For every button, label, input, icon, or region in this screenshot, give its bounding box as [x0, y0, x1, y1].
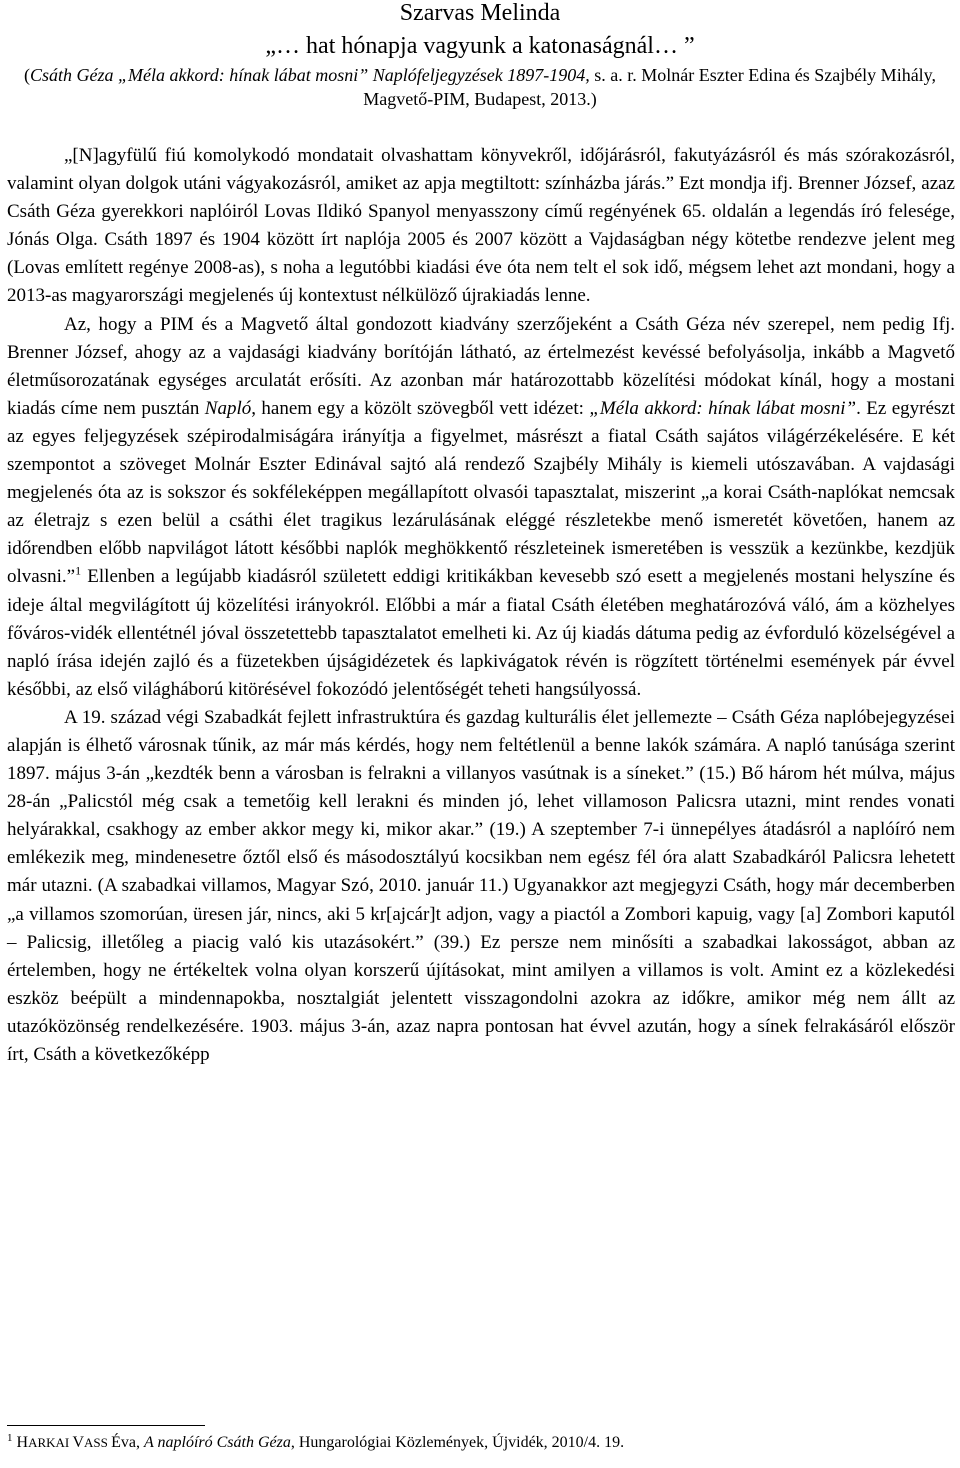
footnote-title: A naplóíró Csáth Géza — [144, 1434, 291, 1451]
footnote-author-initial: H — [16, 1434, 29, 1451]
paragraph-2 — [7, 311, 955, 704]
paragraph-2-part-c: . Ez egyrészt az egyes feljegyzések szépirodalmiságára irányítja a figyelmet, másrészt a fiatal Csáth sajátos világérzékelésére. E két szempontot a szöveget Molnár Eszter Edinával sajtó alá rendező Szajbély Mihály is kiemeli utószavában. A vajdasági megjelenés óta az is sokszor és sokféleképpen megállapított olvasói tapasztalat, miszerint „a korai Csáth-naplókat nemcsak az életrajz s ezen belül a csáthi élet tragikus lezárulásának eléggé részletekbe menő ismeretét követően, hanem az időrendben előbb napvilágot látott későbbi naplók meghökkentő részleteinek ismeretében is vesszük a kezünkbe, kezdjük olvasni.” — [7, 397, 956, 588]
biblio-details: s. a. r. Molnár Eszter Edina és Szajbély Mihály, Magvető-PIM, Budapest, 2013.) — [363, 65, 937, 109]
italic-quote-title: „Méla akkord: hínak lábat mosni” — [589, 397, 857, 419]
biblio-open: ( — [23, 65, 30, 85]
paragraph-2-part-d: Ellenben a legújabb kiadásról született eddigi kritikákban kevesebb szó esett a megjelenés mostani helyszíne és ideje által megvilágított új közelítési irányokról. Előbbi a már a fiatal Csáth életében meghatározóvá váló, ám a közhelyes főváros-vidék ellentétnél jóval összetettebb tapasztalatot emelheti ki. Az új kiadás dátuma pedig az évforduló közelségével a napló írása idején zajló és a füzetekben újságidézetek és lapkivágatok révén is rögzített történelmi események pár évvel későbbi, az első világháború kitörésével fokozódó jelentőségét teheti hangsúlyossá. — [7, 566, 955, 700]
footnote-author-initial-2: V — [72, 1434, 85, 1451]
review-title: „… hat hónapja vagyunk a katonaságnál… ” — [265, 33, 695, 59]
paragraph-3: A 19. század végi Szabadkát fejlett infrastruktúra és gazdag kulturális élet jellemezte – Csáth Géza naplóbejegyzései alapján is élhető városnak tűnik, az már más kérdés, hogy nem feltétlenül a benne lakók számára. A napló tanúsága szerint 1897. május 3-án „kezdték benn a városban is felrakni a villanyos vasútnak is a síneket.” (15.) Bő három hét múlva, május 28-án „Palicstól még csak a temetőig kell lerakni és minden jó, lehet villamoson Palicsra utazni, mint rendes vonati helyárakkal, csakhogy az ember akkor megy ki, mikor akar.” (19.) A szeptember 7-i ünnepélyes átadásról a naplóíró nem emlékezik meg, mindenesetre őztől első és másodosztályú kocsikban nem egész fél óra alatt Szabadkáról Palicsra lehetett már utazni. (A szabadkai villamos, Magyar Szó, 2010. január 11.) Ugyanakkor azt megjegyzi Csáth, hogy már decemberben „a villamos szomorúan, üresen jár, nincs, aki 5 kr[ajcár]t adjon, vagy a piactól a Zombori kapuig, vagy [a] Zombori kaputól – Palicsig, illetőleg a piacig való kis utazásokért.” (39.) Ez persze nem minősíti a szabadkai lakosságot, abban az értelemben, hogy ne értékeltek volna olyan korszerű újításokat, mint amilyen a villamos is volt. Amint ez a közlekedési eszköz beépült a mindennapokba, nosztalgiát jelentett visszagondolni azokra az időkre, amikor még nem állt az utazóközönség rendelkezésére. 1903. május 3-án, azaz napra pontosan hat évvel azután, hogy a sínek felrakásáról először írt, Csáth a következőképp — [7, 706, 955, 1065]
paragraph-2-part-b: , hanem egy a közölt szövegből vett idézet: — [251, 397, 590, 419]
biblio-book-title: Csáth Géza „Méla akkord: hínak lábat mosni” Naplófeljegyzések 1897-1904, — [29, 65, 590, 85]
paragraph-2-part-a: Az, hogy a PIM és a Magvető által gondozott kiadvány szerzőjeként a Csáth Géza név szerepel, nem pedig Ifj. Brenner József, ahogy az a vajdasági kiadvány borítóján látható, az értelmezést kevéssé befolyásolja, inkább a Magvető életműsorozatának egységes arculatát erősíti. Az azonban már határozottabb közelítési módokat kínál, hogy a mostani kiadás címe nem pusztán — [7, 313, 955, 419]
footnote-author-rest: ARKAI — [28, 1435, 73, 1450]
paragraph-1: „[N]agyfülű fiú komolykodó mondatait olvashattam könyvekről, időjárásról, fakutyázásról és más szórakozásról, valamint olyan dolgok utáni vágyakozásról, amiket az apja megtiltott: színházba járás.” Ezt mondja ifj. Brenner József, azaz Csáth Géza gyerekkori naplóiról Lovas Ildikó Spanyol menyasszony című regényének 65. oldalán a legendás író felesége, Jónás Olga. Csáth 1897 és 1904 között írt naplója 2005 és 2007 között a Vajdaságban négy kötetbe rendezve jelent meg (Lovas említett regénye 2008-as), s noha a legutóbbi kiadási éve óta nem telt el sok idő, mégsem lehet azt mondani, hogy a 2013-as magyarországi megjelenés új kontextust nélkülöző újrakiadás lenne. — [7, 145, 955, 307]
footnote-author-rest-2: ASS — [84, 1435, 112, 1450]
footnote-publication: , Hungarológiai Közlemények, Újvidék, 2010/4. 19. — [290, 1434, 625, 1451]
footnote-author-given: Éva, — [111, 1434, 145, 1451]
footnote-1 — [7, 1433, 955, 1453]
italic-naplo: Napló — [204, 397, 252, 419]
footnote-number: 1 — [7, 1431, 13, 1444]
bibliographic-reference — [10, 63, 950, 111]
footnote-separator — [7, 1425, 205, 1426]
footnote-reference-1[interactable]: 1 — [75, 564, 82, 579]
author-name: Szarvas Melinda — [399, 0, 561, 26]
article-body — [7, 142, 955, 1069]
